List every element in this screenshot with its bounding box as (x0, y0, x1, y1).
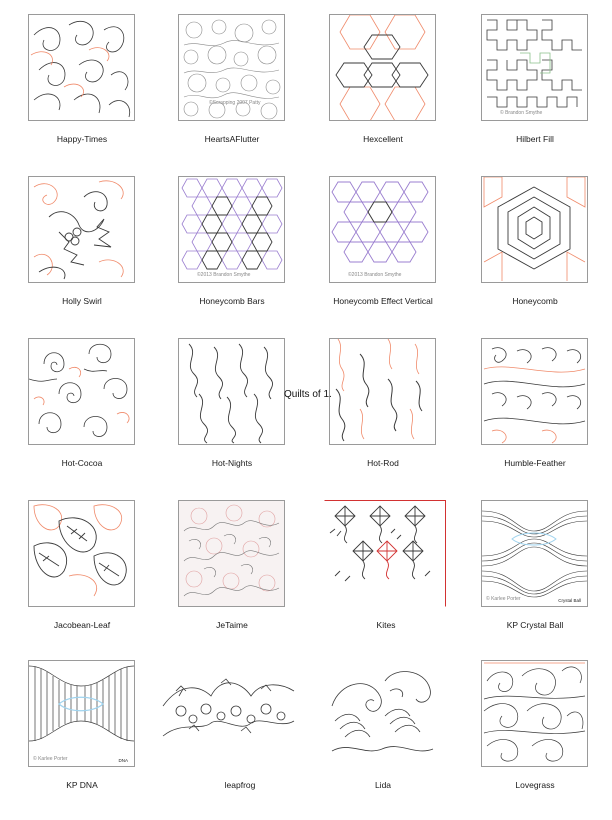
jetaime-pattern (179, 501, 284, 606)
pattern-card[interactable] (323, 338, 443, 498)
pattern-thumbnail[interactable] (178, 176, 285, 283)
pattern-name: KP Crystal Ball (506, 620, 564, 630)
hot-cocoa-pattern (29, 339, 134, 444)
pattern-card[interactable] (323, 14, 443, 174)
copyright-watermark: ©2013 Brandon Smythe (197, 272, 251, 278)
pattern-card[interactable] (323, 176, 443, 336)
honeycomb-effect-vertical-pattern (330, 177, 435, 282)
pattern-name: Hot-Cocoa (61, 458, 103, 468)
pattern-card[interactable] (172, 500, 292, 660)
hot-rod-pattern (330, 339, 435, 444)
kites-pattern (325, 501, 445, 606)
holly-swirl-pattern (29, 177, 134, 282)
honeycomb-pattern (482, 177, 587, 282)
pattern-thumbnail[interactable] (329, 176, 436, 283)
pattern-name: JeTaime (216, 620, 248, 630)
jacobean-leaf-pattern (29, 501, 134, 606)
pattern-thumbnail[interactable] (178, 500, 285, 607)
pattern-name: KP DNA (66, 780, 98, 790)
pattern-name: Humble-Feather (504, 458, 566, 468)
pattern-name: Honeycomb (512, 296, 558, 306)
pattern-name: HeartsAFlutter (204, 134, 260, 144)
pattern-card[interactable] (160, 660, 280, 820)
lida-pattern (330, 661, 435, 766)
pattern-thumbnail[interactable] (28, 338, 135, 445)
pattern-thumbnail[interactable] (481, 14, 588, 121)
leapfrog-pattern (161, 661, 296, 766)
pattern-card[interactable] (22, 500, 142, 660)
pattern-card[interactable] (475, 14, 595, 174)
pattern-card[interactable] (172, 338, 292, 498)
pattern-name: Honeycomb Bars (199, 296, 265, 306)
happy-times-pattern (29, 15, 134, 120)
pattern-name: Hexcellent (363, 134, 403, 144)
pattern-card[interactable] (22, 660, 142, 820)
pattern-thumbnail[interactable] (481, 338, 588, 445)
pattern-thumbnail[interactable] (329, 14, 436, 121)
hilbert-fill-pattern (482, 15, 587, 120)
pattern-name: Lida (374, 780, 392, 790)
pattern-thumbnail[interactable] (481, 500, 588, 607)
pattern-thumbnail[interactable] (481, 660, 588, 767)
lovegrass-pattern (482, 661, 587, 766)
pattern-tag: DNA (118, 758, 128, 763)
pattern-thumbnail[interactable] (329, 660, 436, 767)
copyright-watermark: © Brandon Smythe (500, 110, 543, 116)
humble-feather-pattern (482, 339, 587, 444)
pattern-thumbnail[interactable] (28, 660, 135, 767)
pattern-tag: Crystal Ball (558, 598, 581, 603)
copyright-watermark: © Karlee Porter (486, 596, 521, 602)
pattern-thumbnail[interactable] (178, 338, 285, 445)
hexcellent-pattern (330, 15, 435, 120)
pattern-name: Hot-Nights (211, 458, 253, 468)
hot-nights-pattern (179, 339, 284, 444)
pattern-card[interactable] (323, 660, 443, 820)
copyright-watermark: ©2013 Brandon Smythe (348, 272, 402, 278)
honeycomb-bars-pattern (179, 177, 284, 282)
pattern-card[interactable] (475, 338, 595, 498)
pattern-thumbnail[interactable] (481, 176, 588, 283)
pattern-card[interactable] (22, 14, 142, 174)
overlay-title: Quilts of 1. (284, 389, 332, 400)
pattern-card[interactable] (172, 176, 292, 336)
pattern-thumbnail[interactable] (28, 176, 135, 283)
pattern-card[interactable] (22, 338, 142, 498)
pattern-thumbnail[interactable] (324, 500, 446, 607)
pattern-card[interactable] (475, 176, 595, 336)
pattern-thumbnail[interactable] (28, 500, 135, 607)
pattern-thumbnail[interactable] (329, 338, 436, 445)
pattern-name: Hilbert Fill (516, 134, 554, 144)
pattern-thumbnail[interactable] (28, 14, 135, 121)
kp-dna-pattern (29, 661, 134, 766)
pattern-card[interactable] (22, 176, 142, 336)
copyright-watermark: ©Scrapping 2007 Patty (209, 100, 261, 106)
pattern-name: leapfrog (224, 780, 256, 790)
pattern-name: Holly Swirl (62, 296, 102, 306)
pattern-name: Hot-Rod (367, 458, 399, 468)
pattern-thumbnail[interactable] (160, 660, 297, 767)
kp-crystal-ball-pattern (482, 501, 587, 606)
pattern-name: Honeycomb Effect Vertical (333, 296, 433, 306)
pattern-card[interactable] (318, 500, 438, 660)
pattern-card[interactable] (475, 500, 595, 660)
pattern-name: Jacobean-Leaf (53, 620, 111, 630)
pattern-card[interactable] (475, 660, 595, 820)
copyright-watermark: © Karlee Porter (33, 756, 68, 762)
pattern-name: Lovegrass (515, 780, 555, 790)
pattern-card[interactable] (172, 14, 292, 174)
pattern-thumbnail[interactable] (178, 14, 285, 121)
pattern-name: Happy-Times (56, 134, 108, 144)
pattern-name: Kites (376, 620, 396, 630)
